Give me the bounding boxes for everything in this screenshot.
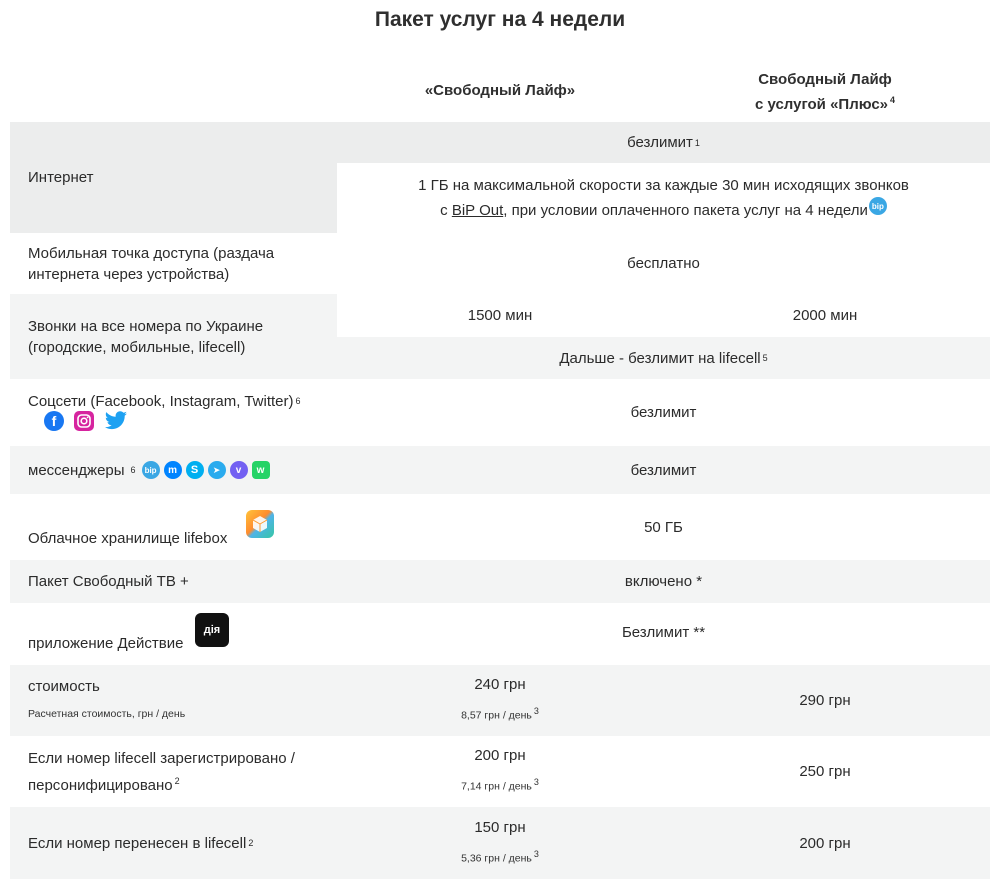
column-header-plus-line2: с услугой «Плюс»: [754, 96, 889, 113]
column-header-basic: «Свободный Лайф»: [424, 82, 576, 99]
bip-out-link[interactable]: BiP Out: [451, 202, 504, 219]
messenger-icon: m: [164, 461, 182, 479]
price-plus-value: 290 грн: [799, 692, 851, 709]
page-title: Пакет услуг на 4 недели: [374, 8, 626, 31]
twitter-icon: [104, 411, 128, 431]
calls-value-basic: 1500 мин: [467, 307, 533, 324]
facebook-icon: f: [44, 411, 64, 431]
column-header-plus: [660, 69, 990, 115]
calls-value-plus: 2000 мин: [792, 307, 858, 324]
registered-basic-per-day: 7,14 грн / день: [461, 780, 532, 793]
diia-value: Безлимит **: [621, 623, 706, 641]
social-value: безлимит: [630, 404, 697, 421]
instagram-icon: [74, 411, 94, 431]
row-label-messengers: мессенджеры 6 bip m S ➤ v w: [28, 446, 270, 494]
registered-plus-value: 250 грн: [799, 763, 851, 780]
row-label-registered: Если номер lifecell зарегистрировано / персонифицировано $^2$: [28, 749, 295, 794]
row-label-internet: Интернет: [28, 169, 94, 186]
row-label-diia: приложение Действие: [28, 634, 184, 652]
price-basic: 240 грн 8,57 грн / день 3: [340, 672, 660, 728]
ported-basic-value: 150 грн: [474, 818, 526, 836]
row-label-tv: Пакет Свободный ТВ +: [28, 573, 189, 590]
internet-value-bonus: 1 ГБ на максимальной скорости за каждые 30 мин исходящих звонков с BiP Out, при условии оплаченного пакета услуг на 4 недели bip: [418, 177, 909, 219]
bip-icon: bip: [142, 461, 160, 479]
calls-value-after: Дальше - безлимит на lifecell 5: [559, 349, 768, 367]
telegram-icon: ➤: [208, 461, 226, 479]
bip-icon: bip: [869, 197, 887, 215]
price-basic-value: 240 грн: [474, 675, 526, 693]
row-sublabel-price: Расчетная стоимость, грн / день: [28, 707, 186, 720]
ported-basic: 150 грн 5,36 грн / день 3: [340, 815, 660, 871]
column-header-plus-line1: Свободный Лайф: [758, 71, 892, 88]
row-label-calls: Звонки на все номера по Украине (городские, мобильные, lifecell): [28, 317, 264, 356]
viber-icon: v: [230, 461, 248, 479]
registered-basic-value: 200 грн: [474, 746, 526, 764]
footnote-4: 4: [890, 95, 896, 105]
tv-value: включено *: [624, 573, 703, 590]
row-label-hotspot: Мобильная точка доступа (раздача интернета через устройства): [28, 244, 275, 283]
registered-basic: 200 грн 7,14 грн / день 3: [340, 743, 660, 799]
diia-icon: дія: [195, 613, 229, 647]
internet-value-unlimited: безлимит 1: [627, 134, 700, 151]
lifebox-icon: [246, 510, 274, 538]
skype-icon: S: [186, 461, 204, 479]
row-label-lifebox: Облачное хранилище lifebox: [28, 529, 228, 547]
row-label-ported: Если номер перенесен в lifecell 2: [28, 834, 254, 852]
row-label-price: стоимость: [28, 677, 100, 695]
price-basic-per-day: 8,57 грн / день: [461, 709, 532, 722]
messengers-value: безлимит: [630, 461, 697, 479]
row-label-social: Соцсети (Facebook, Instagram, Twitter) 6: [28, 392, 301, 410]
ported-plus-value: 200 грн: [799, 834, 851, 852]
social-icons: [44, 410, 128, 432]
ported-basic-per-day: 5,36 грн / день: [461, 852, 532, 865]
lifebox-value: 50 ГБ: [644, 518, 683, 536]
hotspot-value: бесплатно: [627, 255, 700, 272]
whatsapp-icon: w: [252, 461, 270, 479]
